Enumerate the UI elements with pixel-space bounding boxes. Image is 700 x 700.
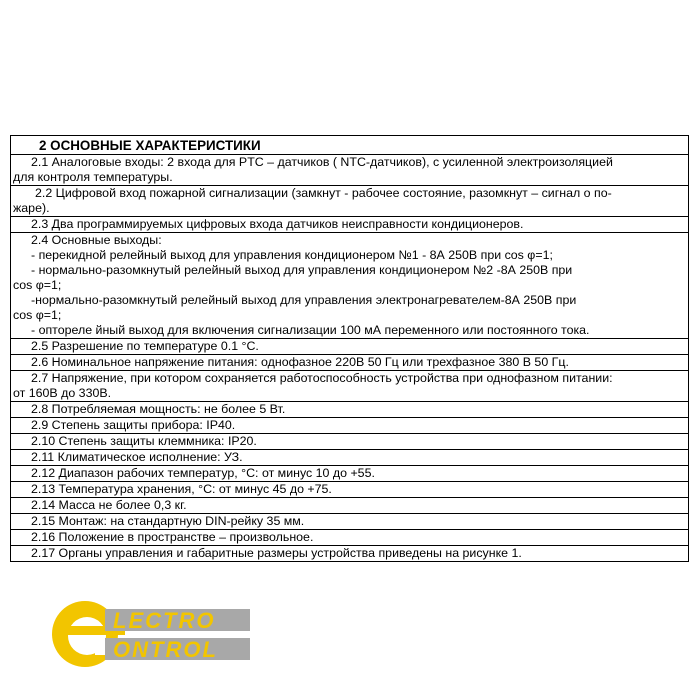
row-text: 2.5 Разрешение по температуре 0.1 °С. (11, 339, 689, 355)
row-text: 2.3 Два программируемых цифровых входа датчиков неисправности кондиционеров. (11, 217, 689, 233)
table-row (11, 233, 689, 339)
logo-text-bottom: ONTROL (113, 637, 218, 662)
table-row (11, 402, 689, 418)
spec-table (10, 135, 689, 562)
row-text: 2.8 Потребляемая мощность: не более 5 Вт. (11, 402, 689, 418)
row-text: - нормально-разомкнутый релейный выход для управления кондиционером №2 -8А 250В при (31, 263, 573, 277)
row-text: для контроля температуры. (13, 170, 173, 184)
table-row (11, 466, 689, 482)
row-text: 2.2 Цифровой вход пожарной сигнализации (замкнут - рабочее состояние, разомкнут – сигнал о по- (35, 186, 612, 200)
row-text: от 160В до 330В. (13, 386, 112, 400)
row-text: 2.6 Номинальное напряжение питания: однофазное 220В 50 Гц или трехфазное 380 В 50 Гц. (11, 355, 689, 371)
row-text: 2.17 Органы управления и габаритные размеры устройства приведены на рисунке 1. (11, 546, 689, 562)
logo-graphic (47, 586, 257, 681)
row-text: жаре). (13, 201, 50, 215)
row-text: cos φ=1; (13, 308, 62, 322)
table-row (11, 355, 689, 371)
row-text: 2.7 Напряжение, при котором сохраняется работоспособность устройства при однофазном питании: (31, 371, 613, 385)
row-text: 2.13 Температура хранения, °С: от минус 45 до +75. (11, 482, 689, 498)
table-row (11, 482, 689, 498)
row-text: 2.9 Степень защиты прибора: IP40. (11, 418, 689, 434)
table-row (11, 530, 689, 546)
row-text: 2.4 Основные выходы: (31, 233, 162, 247)
table-row (11, 155, 689, 186)
table-row (11, 498, 689, 514)
table-row (11, 434, 689, 450)
table-row (11, 546, 689, 562)
row-text: 2.15 Монтаж: на стандартную DIN-рейку 35 мм. (11, 514, 689, 530)
row-text: - перекидной релейный выход для управления кондиционером №1 - 8А 250В при cos φ=1; (31, 248, 553, 262)
section-title: 2 ОСНОВНЫЕ ХАРАКТЕРИСТИКИ (11, 136, 689, 155)
table-row (11, 371, 689, 402)
table-row (11, 514, 689, 530)
table-row (11, 418, 689, 434)
table-row (11, 339, 689, 355)
row-text: 2.14 Масса не более 0,3 кг. (11, 498, 689, 514)
table-row (11, 217, 689, 233)
table-row (11, 450, 689, 466)
row-text: 2.12 Диапазон рабочих температур, °С: от минус 10 до +55. (11, 466, 689, 482)
table-row (11, 186, 689, 217)
row-text: cos φ=1; (13, 278, 62, 292)
electrocontrol-logo (47, 586, 257, 681)
row-text: 2.16 Положение в пространстве – произвольное. (11, 530, 689, 546)
row-text: -нормально-разомкнутый релейный выход для управления электронагревателем-8А 250В при (31, 293, 577, 307)
title-row (11, 136, 689, 155)
logo-text-top: LECTRO (113, 608, 216, 633)
row-text: 2.10 Степень защиты клеммника: IP20. (11, 434, 689, 450)
row-text: - оптореле йный выход для включения сигнализации 100 мА переменного или постоянного тока. (31, 323, 590, 337)
row-text: 2.1 Аналоговые входы: 2 входа для PTC – датчиков ( NTC-датчиков), с усиленной электроизоляцией (31, 155, 613, 169)
row-text: 2.11 Климатическое исполнение: УЗ. (11, 450, 689, 466)
